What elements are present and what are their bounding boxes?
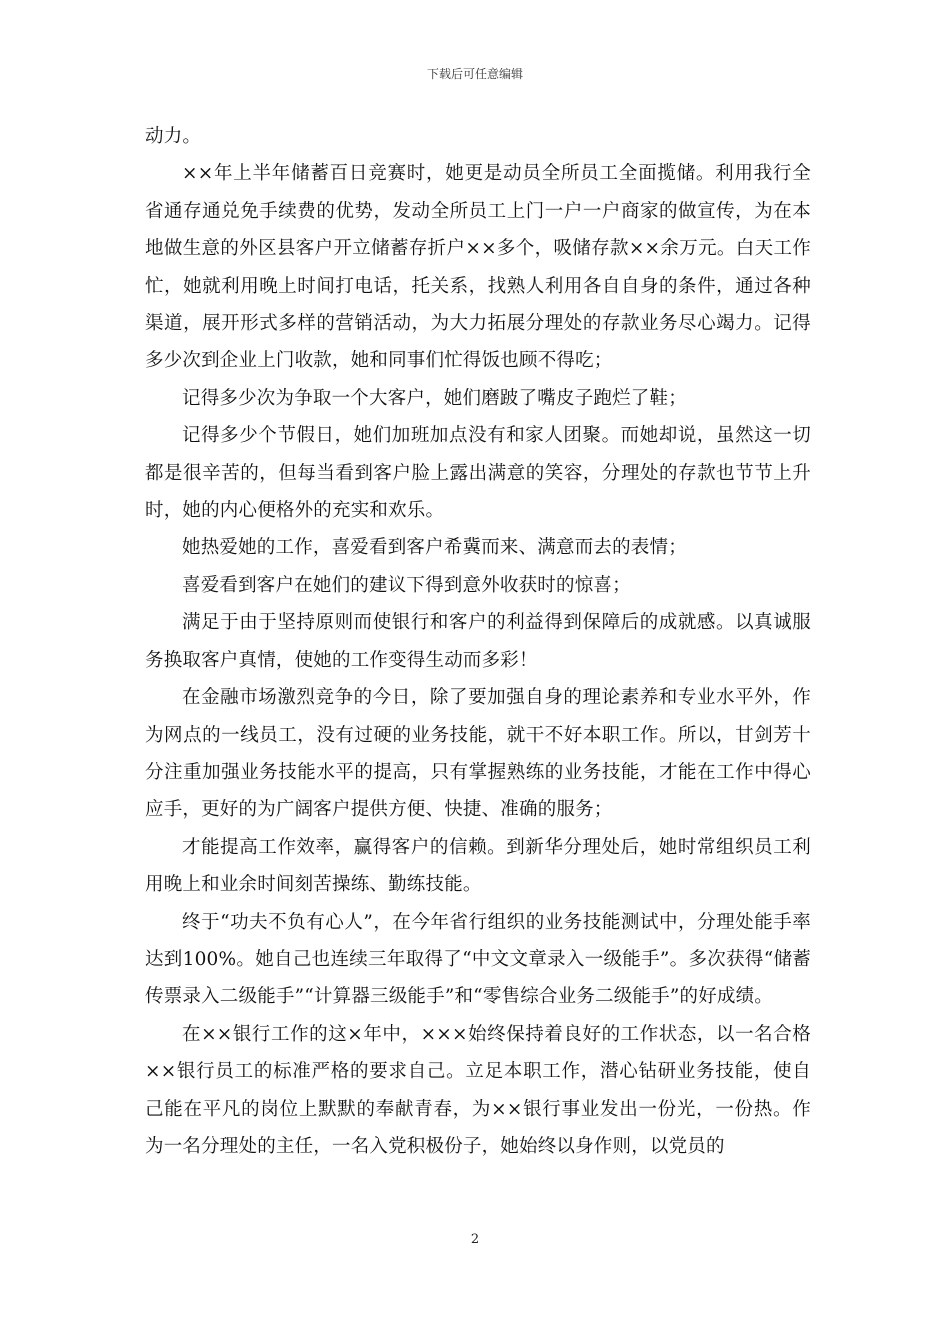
page-header: 下载后可任意编辑 [426,67,523,81]
paragraph-1: 动力。 [145,126,202,147]
paragraph-10: 终于“功夫不负有心人”，在今年省行组织的业务技能测试中，分理处能手率达到100%。她自己也连续三年取得了“中文文章录入一级能手”。多次获得“储蓄传票录入二级能手”“计算器三级能手”和“零售综合业务二级能手”的好成绩。 [145,911,811,1008]
document-body [145,118,811,1165]
page-number: 2 [470,1232,480,1247]
paragraph-8: 在金融市场激烈竞争的今日，除了要加强自身的理论素养和专业水平外，作为网点的一线员工，没有过硬的业务技能，就干不好本职工作。所以，甘剑芳十分注重加强业务技能水平的提高，只有掌握熟练的业务技能，才能在工作中得心应手，更好的为广阔客户提供方便、快捷、准确的服务； [145,687,811,821]
paragraph-3: 记得多少次为争取一个大客户，她们磨跛了嘴皮子跑烂了鞋； [182,387,687,409]
paragraph-2: ××年上半年储蓄百日竞赛时，她更是动员全所员工全面揽储。利用我行全省通存通兑免手续费的优势，发动全所员工上门一户一户商家的做宣传，为在本地做生意的外区县客户开立储蓄存折户××多个，吸储存款××余万元。白天工作忙，她就利用晚上时间打电话，托关系，找熟人利用各自自身的条件，通过各种渠道，展开形式多样的营销活动，为大力拓展分理处的存款业务尽心竭力。记得多少次到企业上门收款，她和同事们忙得饭也顾不得吃； [145,163,811,372]
paragraph-9: 才能提高工作效率，赢得客户的信赖。到新华分理处后，她时常组织员工利用晚上和业余时间刻苦操练、勤练技能。 [145,836,811,896]
paragraph-7: 满足于由于坚持原则而使银行和客户的利益得到保障后的成就感。以真诚服务换取客户真情，使她的工作变得生动而多彩！ [145,612,811,671]
paragraph-5: 她热爱她的工作，喜爱看到客户希冀而来、满意而去的表情； [182,537,687,559]
paragraph-6: 喜爱看到客户在她们的建议下得到意外收获时的惊喜； [182,574,631,596]
paragraph-4: 记得多少个节假日，她们加班加点没有和家人团聚。而她却说，虽然这一切都是很辛苦的，但每当看到客户脸上露出满意的笑容，分理处的存款也节节上升时，她的内心便格外的充实和欢乐。 [145,425,811,522]
paragraph-11: 在××银行工作的这×年中，×××始终保持着良好的工作状态，以一名合格××银行员工的标准严格的要求自己。立足本职工作，潜心钻研业务技能，使自己能在平凡的岗位上默默的奉献青春，为××银行事业发出一份光，一份热。作为一名分理处的主任，一名入党积极份子，她始终以身作则，以党员的 [145,1023,811,1157]
